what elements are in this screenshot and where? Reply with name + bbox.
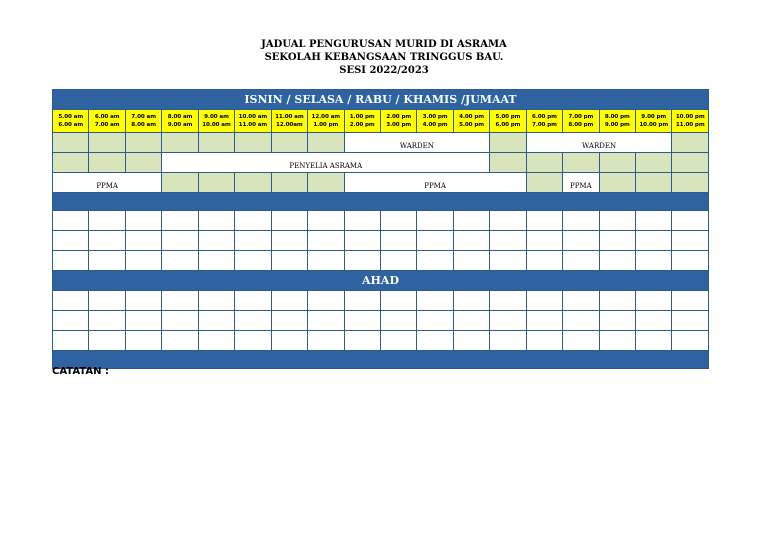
cell (636, 153, 672, 173)
cell (198, 173, 234, 193)
time-slot-end: 6.00 pm (495, 122, 521, 128)
empty-cell (162, 231, 198, 251)
empty-cell (417, 331, 453, 351)
empty-cell (162, 251, 198, 271)
empty-cell (417, 251, 453, 271)
time-slot-end: 3.00 pm (386, 122, 412, 128)
empty-cell (417, 291, 453, 311)
empty-cell (89, 231, 125, 251)
cell (271, 173, 307, 193)
time-slot-start: 11.00 am (275, 113, 304, 120)
empty-cell (125, 311, 161, 331)
notes-label: CATATAN : (52, 366, 109, 377)
empty-cell (308, 211, 344, 231)
time-slot-end: 6.00 am (58, 122, 84, 128)
empty-cell (636, 331, 672, 351)
empty-cell (235, 311, 271, 331)
title-line-3: SESI 2022/2023 (339, 65, 429, 76)
weekday-title: ISNIN / SELASA / RABU / KHAMIS /JUMAAT (53, 90, 709, 110)
time-slot-end: 10.00 pm (639, 122, 669, 128)
empty-cell (198, 311, 234, 331)
empty-cell (453, 231, 489, 251)
cell (162, 133, 198, 153)
blank-row (53, 231, 709, 251)
time-slot-end: 9.00 pm (604, 122, 630, 128)
empty-cell (53, 211, 89, 231)
empty-cell (672, 211, 709, 231)
empty-cell (380, 291, 416, 311)
time-slot-start: 8.00 am (167, 113, 193, 120)
cell (526, 173, 562, 193)
empty-cell (380, 211, 416, 231)
empty-cell (344, 231, 380, 251)
empty-cell (417, 311, 453, 331)
empty-cell (344, 251, 380, 271)
duty-row-supervisor (53, 153, 709, 173)
cell (53, 153, 89, 173)
time-slot-end: 9.00 am (167, 122, 193, 128)
blank-row (53, 331, 709, 351)
empty-cell (490, 211, 526, 231)
time-slot-start: 9.00 pm (641, 113, 667, 120)
time-slot-cell (599, 110, 635, 133)
duty-row-warden (53, 133, 709, 153)
empty-cell (198, 231, 234, 251)
empty-cell (453, 251, 489, 271)
empty-cell (453, 331, 489, 351)
time-slot-end: 7.00 pm (531, 122, 557, 128)
time-slot-cell (417, 110, 453, 133)
empty-cell (563, 251, 599, 271)
cell (490, 153, 526, 173)
cell (235, 173, 271, 193)
cell (125, 133, 161, 153)
time-slot-start: 9.00 am (204, 113, 229, 120)
empty-cell (599, 331, 635, 351)
empty-cell (526, 211, 562, 231)
empty-cell (162, 211, 198, 231)
empty-cell (53, 251, 89, 271)
empty-cell (599, 231, 635, 251)
warden-duty-morning (344, 133, 490, 153)
ppma-duty-afternoon (344, 173, 526, 193)
empty-cell (563, 211, 599, 231)
empty-cell (453, 311, 489, 331)
time-slot-end: 10.00 am (202, 122, 231, 128)
time-slot-end: 1.00 pm (313, 122, 339, 128)
time-header-row (53, 110, 709, 133)
time-slot-cell (89, 110, 125, 133)
blank-row (53, 211, 709, 231)
empty-cell (526, 231, 562, 251)
empty-cell (344, 211, 380, 231)
empty-cell (235, 211, 271, 231)
empty-cell (526, 311, 562, 331)
empty-cell (490, 231, 526, 251)
time-slot-cell (526, 110, 562, 133)
empty-cell (308, 331, 344, 351)
time-slot-cell (380, 110, 416, 133)
empty-cell (89, 311, 125, 331)
title-line-1: JADUAL PENGURUSAN MURID DI ASRAMA (261, 39, 507, 50)
time-slot-start: 6.00 pm (531, 113, 557, 120)
time-slot-end: 4.00 pm (422, 122, 448, 128)
empty-cell (672, 311, 709, 331)
empty-cell (490, 251, 526, 271)
time-slot-start: 2.00 pm (386, 113, 412, 120)
empty-cell (417, 211, 453, 231)
time-slot-cell (235, 110, 271, 133)
empty-cell (672, 231, 709, 251)
blank-row (53, 251, 709, 271)
empty-cell (271, 311, 307, 331)
empty-cell (636, 311, 672, 331)
cell (162, 173, 198, 193)
cell (599, 173, 635, 193)
ppma-label: PPMA (424, 182, 446, 190)
empty-cell (53, 231, 89, 251)
cell (308, 173, 344, 193)
empty-cell (271, 251, 307, 271)
empty-cell (271, 211, 307, 231)
empty-cell (672, 251, 709, 271)
time-slot-cell (490, 110, 526, 133)
empty-cell (563, 231, 599, 251)
schedule-table (52, 89, 709, 369)
empty-cell (162, 311, 198, 331)
empty-cell (344, 311, 380, 331)
ppma-label: PPMA (570, 182, 592, 190)
weekday-band (53, 90, 709, 110)
empty-cell (89, 291, 125, 311)
time-slot-end: 8.00 am (131, 122, 156, 128)
empty-cell (599, 291, 635, 311)
time-slot-cell (162, 110, 198, 133)
empty-cell (125, 251, 161, 271)
time-slot-end: 11.00 pm (675, 122, 705, 128)
supervisor-duty (162, 153, 490, 173)
empty-cell (453, 291, 489, 311)
time-slot-start: 8.00 pm (604, 113, 630, 120)
cell (198, 133, 234, 153)
document-title (0, 38, 768, 77)
time-slot-end: 8.00 pm (568, 122, 594, 128)
empty-cell (271, 331, 307, 351)
empty-cell (198, 211, 234, 231)
empty-cell (271, 291, 307, 311)
cell (89, 153, 125, 173)
cell (636, 173, 672, 193)
empty-cell (271, 231, 307, 251)
weekend-band (53, 271, 709, 291)
cell (308, 133, 344, 153)
empty-cell (636, 211, 672, 231)
empty-cell (490, 331, 526, 351)
time-slot-cell (344, 110, 380, 133)
time-slot-start: 5.00 pm (495, 113, 521, 120)
empty-cell (125, 331, 161, 351)
empty-cell (563, 291, 599, 311)
bottom-band-cell (53, 351, 709, 369)
time-slot-cell (563, 110, 599, 133)
empty-cell (308, 251, 344, 271)
blank-row (53, 311, 709, 331)
cell (53, 133, 89, 153)
cell (672, 153, 709, 173)
warden-duty-evening (526, 133, 672, 153)
empty-cell (235, 291, 271, 311)
time-slot-cell (453, 110, 489, 133)
time-slot-start: 4.00 pm (459, 113, 484, 120)
empty-cell (526, 251, 562, 271)
time-slot-end: 7.00 am (94, 122, 120, 128)
empty-cell (563, 331, 599, 351)
time-slot-cell (271, 110, 307, 133)
empty-cell (344, 291, 380, 311)
ppma-duty-evening (563, 173, 599, 193)
time-slot-end: 11.00 am (238, 122, 268, 128)
time-slot-start: 5.00 am (58, 113, 84, 120)
empty-cell (235, 231, 271, 251)
cell (490, 133, 526, 153)
time-slot-end: 12.00am (276, 122, 303, 128)
warden-label: WARDEN (582, 142, 617, 150)
time-slot-cell (53, 110, 89, 133)
empty-cell (53, 311, 89, 331)
empty-cell (53, 331, 89, 351)
empty-cell (125, 291, 161, 311)
empty-cell (235, 331, 271, 351)
time-slot-cell (308, 110, 344, 133)
weekend-title: AHAD (53, 271, 709, 291)
empty-cell (417, 231, 453, 251)
time-slot-cell (672, 110, 709, 133)
empty-cell (490, 311, 526, 331)
empty-cell (53, 291, 89, 311)
time-slot-start: 7.00 am (131, 113, 156, 120)
empty-cell (308, 291, 344, 311)
separator-band (53, 193, 709, 211)
empty-cell (636, 251, 672, 271)
empty-cell (599, 251, 635, 271)
time-slot-end: 2.00 pm (349, 122, 375, 128)
warden-label: WARDEN (399, 142, 434, 150)
time-slot-cell (636, 110, 672, 133)
empty-cell (563, 311, 599, 331)
cell (672, 133, 709, 153)
empty-cell (344, 331, 380, 351)
time-slot-start: 10.00 pm (675, 113, 705, 120)
empty-cell (198, 331, 234, 351)
empty-cell (308, 311, 344, 331)
title-line-2: SEKOLAH KEBANGSAAN TRINGGUS BAU. (264, 52, 504, 63)
empty-cell (490, 291, 526, 311)
cell (526, 153, 562, 173)
time-slot-cell (125, 110, 161, 133)
time-slot-start: 6.00 am (94, 113, 120, 120)
duty-row-ppma (53, 173, 709, 193)
cell (672, 173, 709, 193)
empty-cell (198, 291, 234, 311)
empty-cell (198, 251, 234, 271)
empty-cell (599, 311, 635, 331)
cell (563, 153, 599, 173)
empty-cell (89, 331, 125, 351)
ppma-label: PPMA (96, 182, 118, 190)
separator-band-cell (53, 193, 709, 211)
empty-cell (599, 211, 635, 231)
empty-cell (672, 331, 709, 351)
empty-cell (526, 331, 562, 351)
cell (125, 153, 161, 173)
empty-cell (380, 311, 416, 331)
bottom-band (53, 351, 709, 369)
cell (599, 153, 635, 173)
time-slot-start: 1.00 pm (349, 113, 375, 120)
ppma-duty-morning (53, 173, 162, 193)
empty-cell (380, 331, 416, 351)
empty-cell (636, 231, 672, 251)
blank-row (53, 291, 709, 311)
empty-cell (308, 231, 344, 251)
time-slot-start: 12.00 am (311, 113, 340, 120)
empty-cell (89, 251, 125, 271)
empty-cell (526, 291, 562, 311)
empty-cell (380, 251, 416, 271)
time-slot-end: 5.00 pm (459, 122, 484, 128)
empty-cell (125, 211, 161, 231)
empty-cell (89, 211, 125, 231)
empty-cell (453, 211, 489, 231)
time-slot-start: 3.00 pm (422, 113, 448, 120)
empty-cell (125, 231, 161, 251)
empty-cell (235, 251, 271, 271)
time-slot-start: 10.00 am (238, 113, 268, 120)
empty-cell (672, 291, 709, 311)
empty-cell (162, 331, 198, 351)
cell (235, 133, 271, 153)
time-slot-start: 7.00 pm (568, 113, 594, 120)
empty-cell (162, 291, 198, 311)
time-slot-cell (198, 110, 234, 133)
empty-cell (636, 291, 672, 311)
cell (271, 133, 307, 153)
supervisor-label: PENYELIA ASRAMA (289, 162, 363, 170)
empty-cell (380, 231, 416, 251)
cell (89, 133, 125, 153)
